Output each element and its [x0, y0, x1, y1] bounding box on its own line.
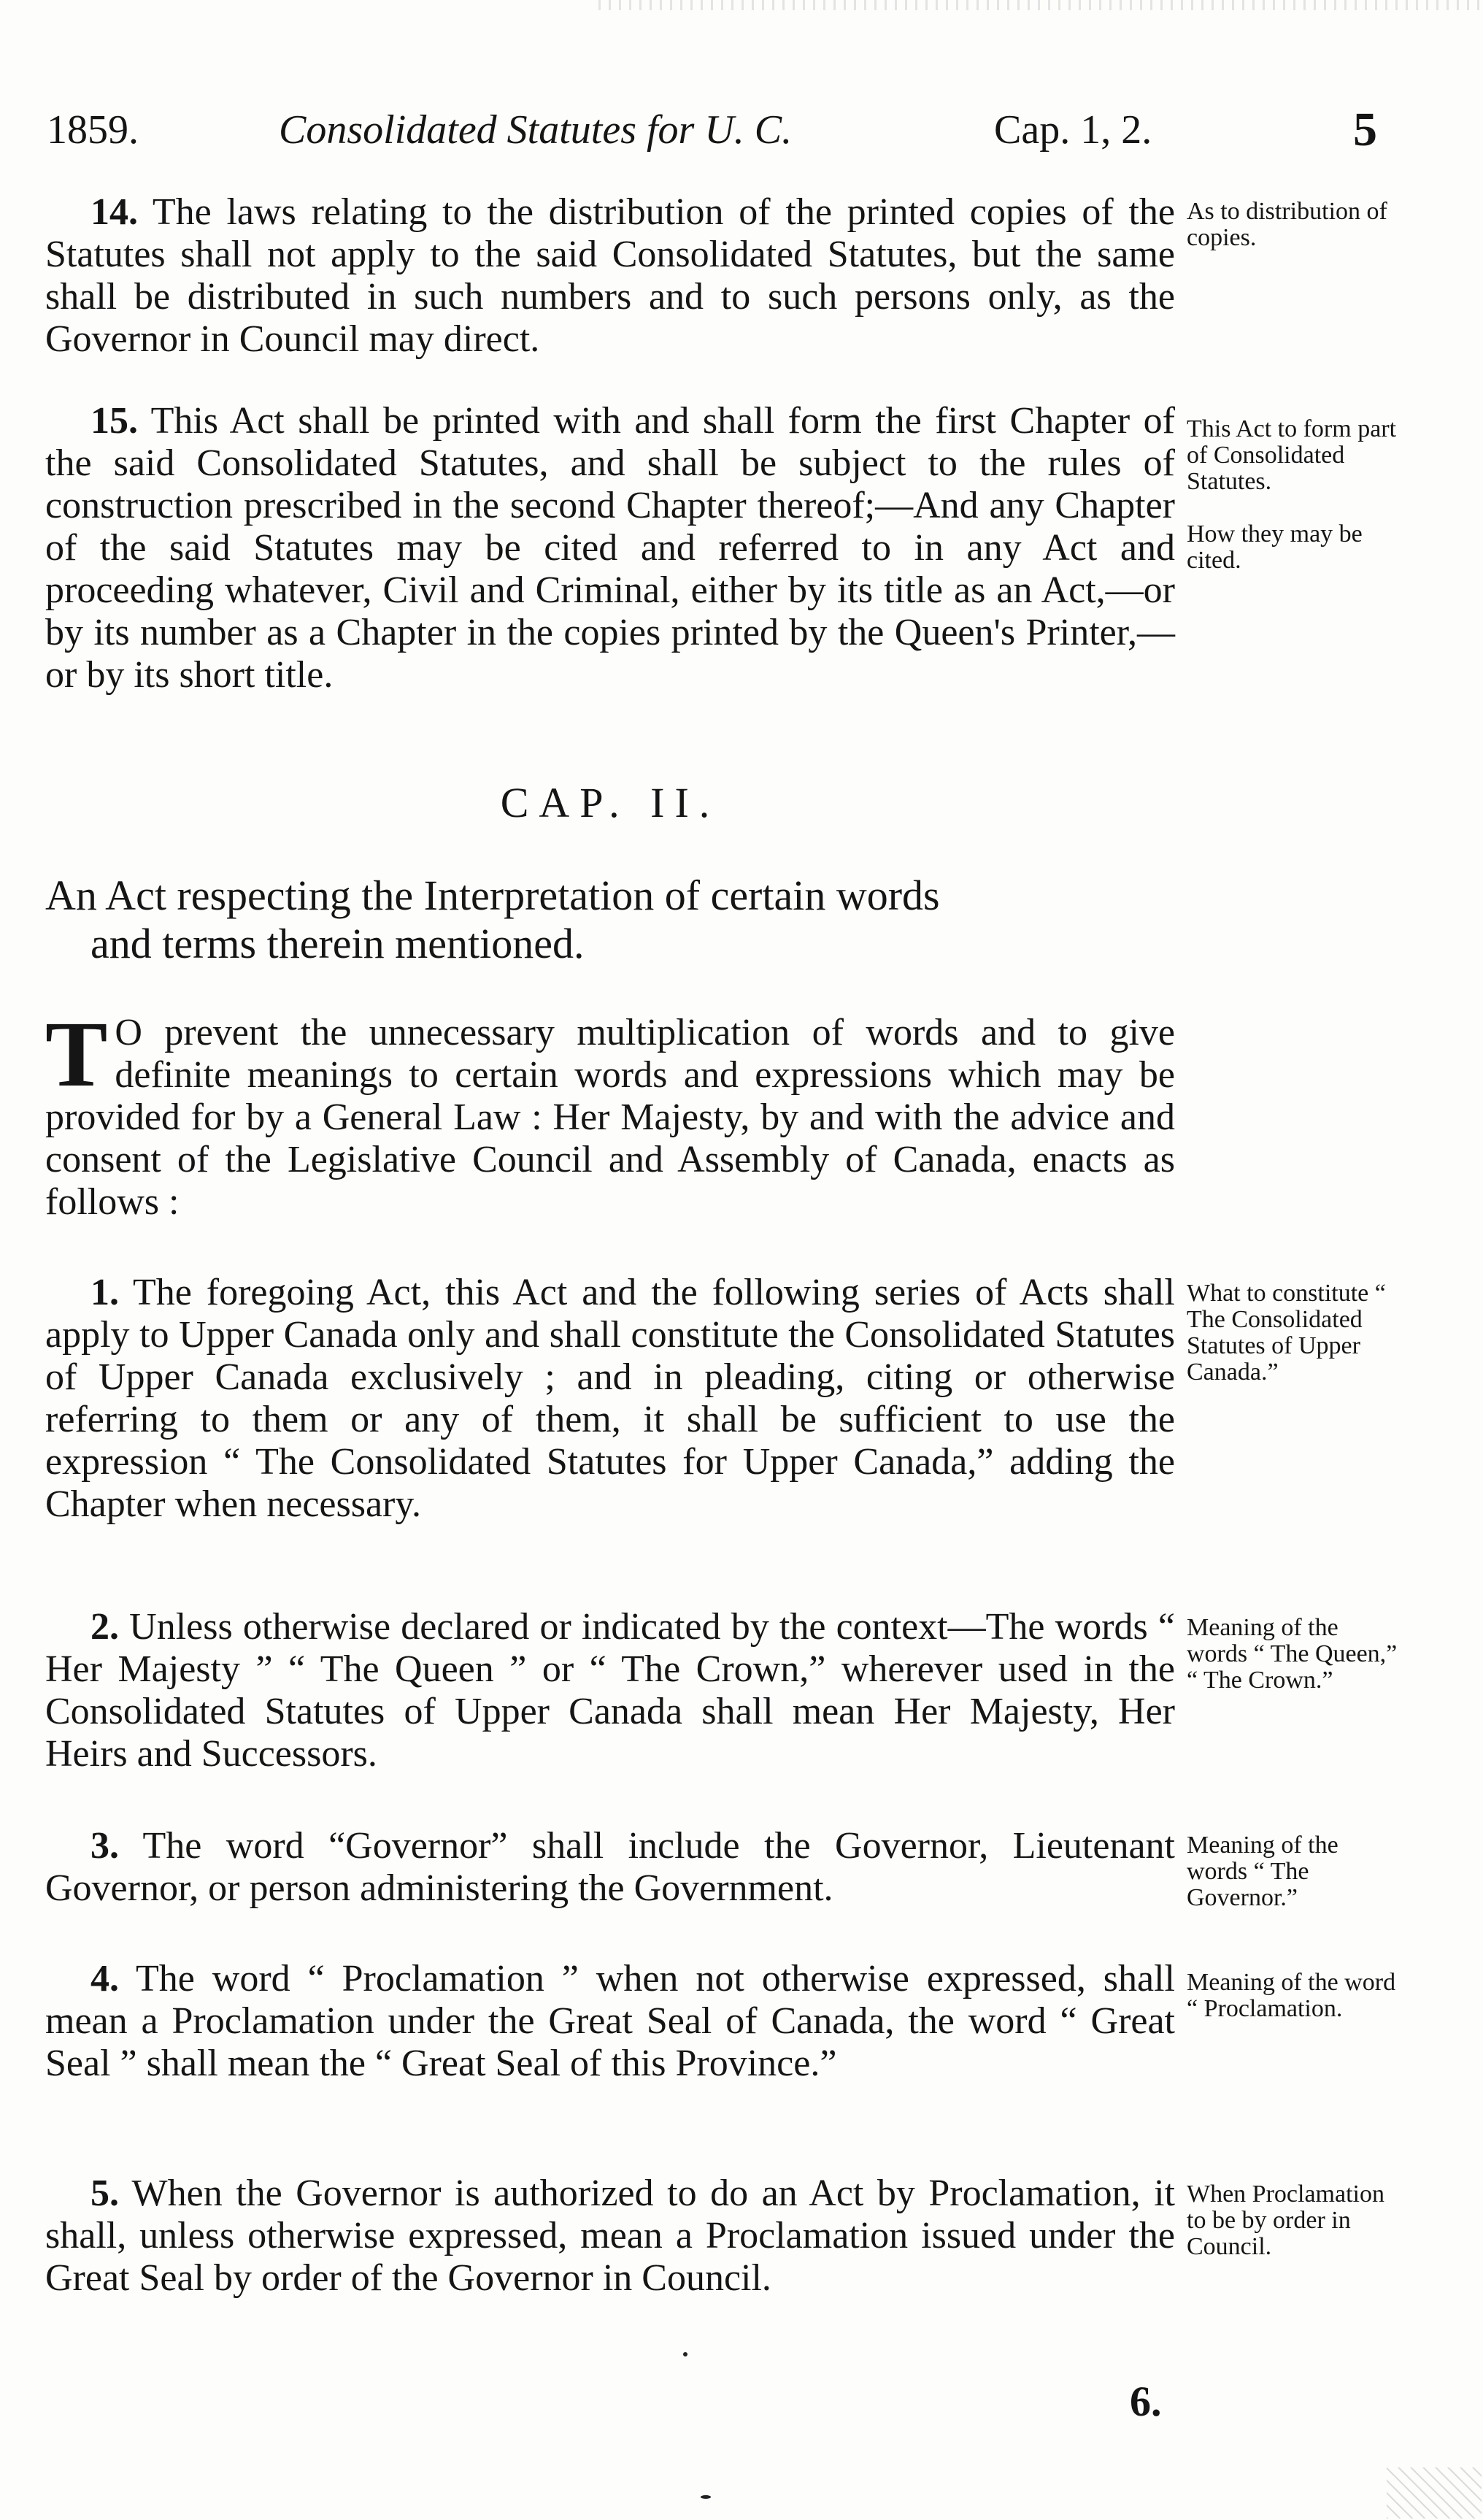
section-text: Unless otherwise declared or indicated by the context—The words “ Her Majesty ” “ The Queen ” or “ The Crown,” wherever used in the Consolidated Statutes of Upper Canada shall mean Her Majesty, Her Heirs and Successors. — [45, 1606, 1175, 1775]
header-title: Consolidated Statutes for U. C. — [279, 107, 793, 153]
section-number: 15. — [90, 400, 138, 442]
section-14 — [45, 191, 1175, 361]
margin-note-15 — [1187, 416, 1403, 587]
scan-noise-bottom — [1387, 2467, 1482, 2519]
margin-note-text: Meaning of the word “ Proclamation. — [1187, 1969, 1396, 2022]
section-4 — [45, 1958, 1175, 2085]
act-title-line: and terms therein mentioned. — [90, 920, 585, 967]
section-1 — [45, 1272, 1175, 1526]
ink-speck — [701, 2495, 711, 2499]
section-text: The foregoing Act, this Act and the following series of Acts shall apply to Upper Canada only and shall constitute the Consolidated Statutes of Upper Canada exclusively ; and in pleading, citing or otherwise referring to them or any of them, it shall be sufficient to use the expression “ The Consolidated Statutes for Upper Canada,” adding the Chapter when necessary. — [45, 1272, 1175, 1525]
act-title — [45, 872, 1184, 968]
preamble-text: O prevent the unnecessary multiplication of words and to give definite meanings to certain words and expressions which may be provided for by a General Law : Her Majesty, by and with the advice and consent of the Legislative Council and Assembly of Canada, enacts as follows : — [45, 1012, 1175, 1223]
margin-note-3 — [1187, 1832, 1403, 1924]
header-chapter: Cap. 1, 2. — [994, 107, 1152, 153]
header-year: 1859. — [47, 107, 139, 153]
margin-note-text: This Act to form part of Consolidated Statutes. — [1187, 415, 1397, 495]
margin-note-text: Meaning of the words “ The Queen,” “ The Crown.” — [1187, 1614, 1398, 1694]
margin-note-4 — [1187, 1970, 1403, 2035]
section-5 — [45, 2173, 1175, 2300]
drop-cap: T — [45, 1002, 108, 1106]
scan-noise-top — [598, 0, 1483, 10]
margin-note-1 — [1187, 1280, 1403, 1399]
section-number: 3. — [90, 1825, 119, 1867]
section-text: The word “Governor” shall include the Governor, Lieutenant Governor, or person administering the Government. — [45, 1825, 1175, 1909]
section-text: When the Governor is authorized to do an Act by Proclamation, it shall, unless otherwise expressed, mean a Proclamation issued under the Great Seal by order of the Governor in Council. — [45, 2173, 1175, 2299]
section-number: 2. — [90, 1606, 119, 1648]
section-3 — [45, 1825, 1175, 1910]
margin-note-text: Meaning of the words “ The Governor.” — [1187, 1832, 1338, 1911]
margin-note-text: As to distribution of copies. — [1187, 198, 1387, 251]
margin-note-text: When Proclamation to be by order in Council. — [1187, 2181, 1384, 2260]
margin-note-2 — [1187, 1615, 1403, 1707]
section-text: The laws relating to the distribution of the printed copies of the Statutes shall not apply to the said Consolidated Statutes, but the same shall be distributed in such numbers and to such persons only, as the Governor in Council may direct. — [45, 191, 1175, 360]
margin-note-5 — [1187, 2181, 1403, 2273]
section-number: 14. — [90, 191, 138, 233]
catchword: 6. — [1130, 2378, 1162, 2425]
section-15 — [45, 400, 1175, 696]
section-text: The word “ Proclamation ” when not otherwise expressed, shall mean a Proclamation under the Great Seal of Canada, the word “ Great Seal ” shall mean the “ Great Seal of this Province.” — [45, 1958, 1175, 2084]
chapter-heading: CAP. II. — [500, 779, 720, 826]
preamble — [45, 1002, 1175, 1223]
margin-note-text: What to constitute “ The Consolidated Statutes of Upper Canada.” — [1187, 1280, 1386, 1386]
section-number: 1. — [90, 1272, 119, 1313]
margin-note-text: How they may be cited. — [1187, 520, 1363, 574]
section-text: This Act shall be printed with and shall form the first Chapter of the said Consolidated Statutes, and shall be subject to the rules of construction prescribed in the second Chapter thereof;—And any Chapter of the said Statutes may be cited and referred to in any Act and proceeding whatever, Civil and Criminal, either by its title as an Act,—or by its number as a Chapter in the copies printed by the Queen's Printer,—or by its short title. — [45, 400, 1175, 696]
section-2 — [45, 1606, 1175, 1775]
section-number: 4. — [90, 1958, 119, 2000]
ink-speck — [683, 2352, 687, 2356]
page-number: 5 — [1353, 103, 1377, 156]
margin-note-14 — [1187, 199, 1403, 264]
section-number: 5. — [90, 2173, 119, 2214]
act-title-line: An Act respecting the Interpretation of certain words — [45, 872, 940, 919]
